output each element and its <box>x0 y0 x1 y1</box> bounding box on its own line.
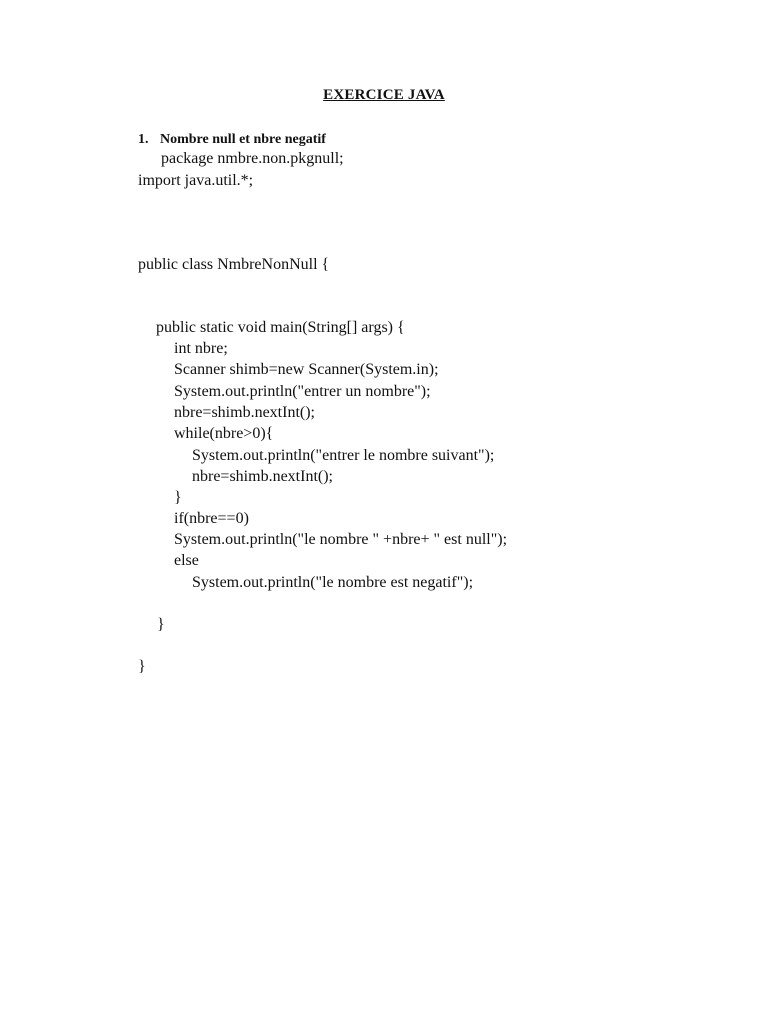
code-line-main-close: } <box>157 616 165 633</box>
code-line-import: import java.util.*; <box>138 172 254 189</box>
code-line-read-next: nbre=shimb.nextInt(); <box>192 468 333 485</box>
code-line-println-prompt: System.out.println("entrer un nombre"); <box>174 383 431 400</box>
code-line-int-declaration: int nbre; <box>174 340 228 357</box>
code-line-read-first: nbre=shimb.nextInt(); <box>174 404 315 421</box>
section-number: 1. <box>138 132 149 147</box>
code-line-scanner: Scanner shimb=new Scanner(System.in); <box>174 361 439 378</box>
code-line-while: while(nbre>0){ <box>174 425 274 442</box>
code-line-println-negative: System.out.println("le nombre est negatif"); <box>192 574 474 591</box>
section-title: Nombre null et nbre negatif <box>160 132 326 147</box>
code-line-class-close: } <box>138 658 146 675</box>
code-line-while-close: } <box>174 489 182 506</box>
code-line-println-null: System.out.println("le nombre " +nbre+ " est null"); <box>174 531 508 548</box>
code-line-if: if(nbre==0) <box>174 510 249 527</box>
section-heading <box>138 131 326 149</box>
code-line-class-declaration: public class NmbreNonNull { <box>138 256 330 273</box>
code-line-main-declaration: public static void main(String[] args) { <box>156 319 405 336</box>
document-title: EXERCICE JAVA <box>323 87 445 103</box>
code-line-else: else <box>174 552 199 569</box>
code-line-println-next: System.out.println("entrer le nombre suivant"); <box>192 447 495 464</box>
code-line-package: package nmbre.non.pkgnull; <box>161 150 344 167</box>
